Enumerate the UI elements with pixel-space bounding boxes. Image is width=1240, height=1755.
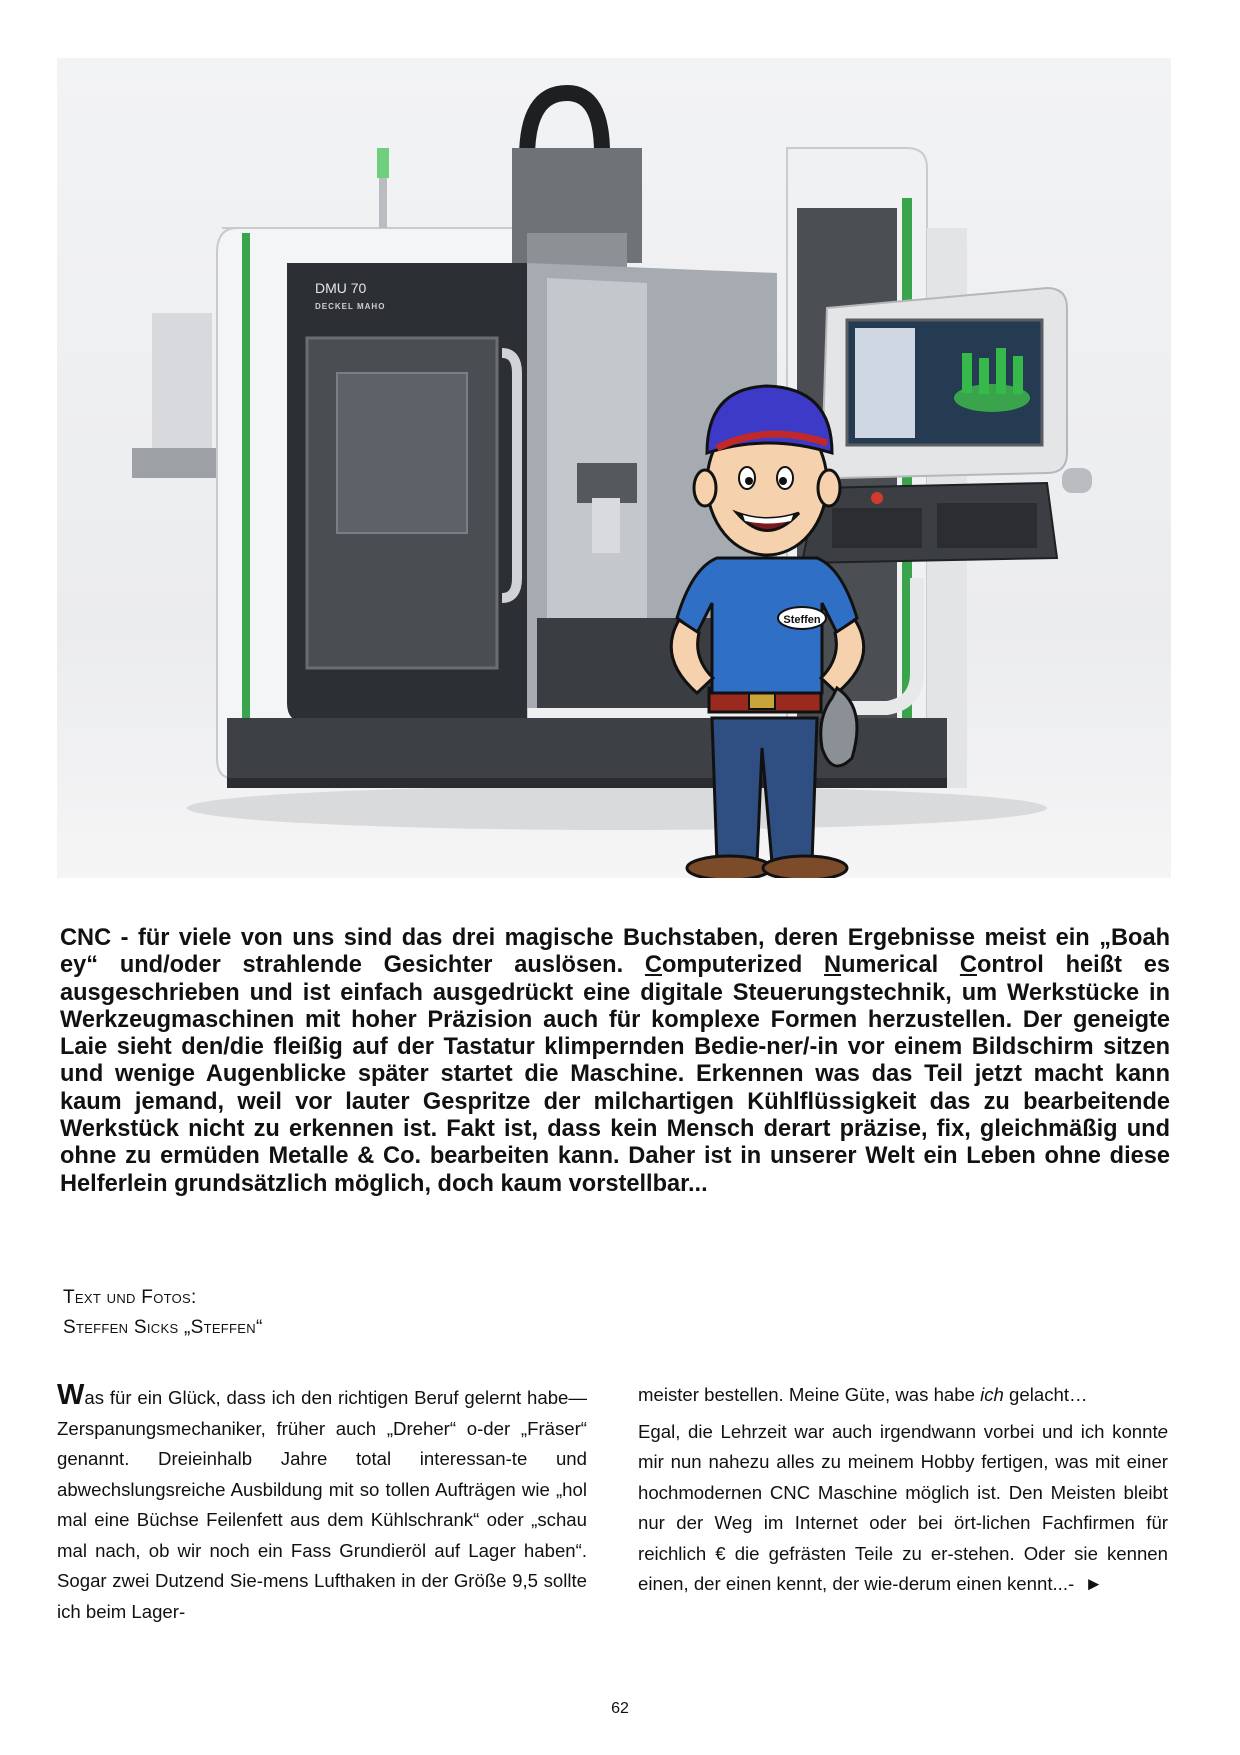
- credit-line-2: Steffen Sicks „Steffen“: [63, 1317, 263, 1338]
- body-paragraph-right-1: [638, 1380, 1168, 1411]
- body-right-p2-a: Egal, die Lehrzeit war auch irgendwann vorbei und ich konnt: [638, 1420, 1158, 1442]
- body-left-text: as für ein Glück, dass ich den richtigen Beruf gelernt habe— Zerspanungsmechaniker, früher auch „Dreher“ o-der „Fräser“ genannt. Dreieinhalb Jahre total interessan-te und abwechslungsreiche Ausbildung mit so tollen Aufträgen wie „hol mal eine Büchse Feilenfett aus dem Kühlschrank“ oder „schau mal nach, ob wir noch ein Fass Grundieröl auf Lager haben“. Sogar zwei Dutzend Sie-mens Lufthaken in der Größe 9,5 sollte ich beim Lager-: [57, 1387, 587, 1622]
- machine-brand-label: DECKEL MAHO: [315, 302, 386, 311]
- credit-line-1: Text und Fotos:: [63, 1287, 197, 1308]
- drop-cap: W: [57, 1379, 85, 1411]
- intro-paragraph: [60, 925, 1170, 1198]
- intro-initial-c1: C: [644, 952, 662, 979]
- mascot-badge: Steffen: [783, 614, 821, 626]
- body-paragraph-right-2: [638, 1417, 1168, 1600]
- intro-text-part2: heißt es ausgeschrieben und ist einfach ausgedrückt eine digitale Steuerungstechnik, um Werkstücke in Werkzeugmaschinen mit hoher Präzision auch für komplexe Formen herzustellen. Der geneigte Laie sieht den/die fleißig auf der Tastatur klimpernden Bedie-ner/-in vor einem Bildschirm sitzen und wenige Augenblicke später startet die Maschine. Erkennen was das Teil jetzt macht kann kaum jemand, weil vor lauter Gespritze der milchartigen Kühlflüssigkeit das zu bearbeitende Werkstück nicht zu erkennen ist. Fakt ist, dass kein Mensch derart präzise, fix, gleichmäßig und ohne zu ermüden Metalle & Co. bearbeiten kann. Daher ist in unserer Welt ein Leben ohne diese Helferlein grundsätzlich möglich, doch kaum vorstellbar...: [60, 952, 1170, 1197]
- body-right-p2-emphasis: e: [1157, 1420, 1168, 1442]
- body-right-p1-emphasis: ich: [980, 1384, 1004, 1405]
- cnc-machine-illustration: [57, 58, 1171, 878]
- hero-figure: [57, 58, 1171, 878]
- intro-word-numerical: umerical: [841, 952, 960, 979]
- body-right-p1-a: meister bestellen. Meine Güte, was habe: [638, 1384, 981, 1405]
- body-right-p1-b: gelacht…: [1003, 1384, 1088, 1405]
- intro-word-control: ontrol: [976, 952, 1044, 979]
- continue-arrow-icon: ►: [1084, 1573, 1103, 1594]
- intro-initial-c2: C: [959, 952, 977, 979]
- intro-text-part1: CNC - für viele von uns sind das drei magische Buchstaben, deren Ergebnisse meist ein „Boah ey“ und/oder strahlende Gesichter auslösen.: [60, 925, 1170, 979]
- author-credit: [63, 1283, 263, 1343]
- body-column-left: [57, 1379, 587, 1633]
- intro-initial-n: N: [824, 952, 842, 979]
- body-right-p2-b: mir nun nahezu alles zu meinem Hobby fertigen, was mit einer hochmodernen CNC Maschine möglich ist. Den Meisten bleibt nur der Weg im Internet oder bei ört-lichen Fachfirmen für reichlich € die gefrästen Teile zu er-stehen. Oder sie kennen einen, der einen kennt, der wie-derum einen kennt...-: [638, 1451, 1168, 1594]
- body-column-right: [638, 1380, 1168, 1606]
- intro-word-computerized: omputerized: [661, 952, 825, 979]
- body-paragraph-left: [57, 1379, 587, 1627]
- page-number: 62: [611, 1700, 629, 1717]
- machine-model-label: DMU 70: [315, 280, 367, 296]
